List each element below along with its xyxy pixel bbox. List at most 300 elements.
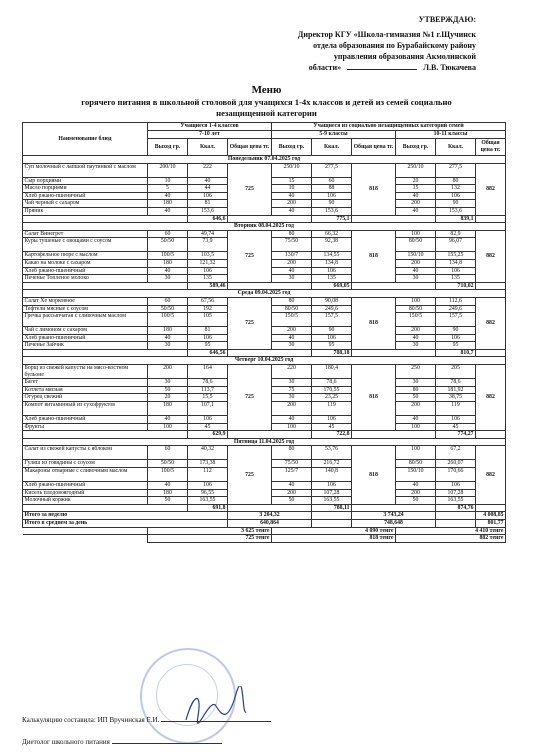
col-header: Общая цена тг. (352, 139, 396, 156)
total-value: 640,864 (228, 519, 312, 527)
portion-kcal: 106 (312, 416, 352, 424)
portion-out: 80 (272, 446, 312, 460)
approval-heading: УТВЕРЖДАЮ: (418, 15, 476, 24)
avg-total-row (23, 519, 506, 527)
col-header: Общая цена тг. (476, 139, 506, 156)
portion-out: 200 (272, 259, 312, 267)
day-total-kcal: 839,1 (436, 215, 476, 223)
portion-out: 80 (272, 230, 312, 238)
day-price: 818 (352, 297, 396, 349)
portion-kcal: 107,28 (312, 489, 352, 497)
portion-out: 60 (148, 446, 188, 460)
day-total-kcal: 874,76 (436, 504, 476, 512)
approval-line: Директор КГУ «Школа-гимназия №1 г.Щучинск (297, 30, 476, 39)
portion-out: 200 (272, 489, 312, 497)
portion-kcal: 135 (188, 275, 228, 283)
portion-out: 200/10 (148, 163, 188, 177)
age-header: 7-10 лет (148, 131, 272, 139)
portion-kcal: 170,66 (436, 468, 476, 482)
portion-kcal: 92,38 (312, 238, 352, 252)
dish-name: Чай с лимоном с сахаром (23, 327, 148, 335)
portion-out: 40 (148, 267, 188, 275)
day-title: Среда 09.04.2025 год (23, 290, 506, 298)
portion-kcal: 163,55 (312, 497, 352, 505)
portion-out: 40 (396, 416, 436, 424)
dish-name: Хлеб ржано-пшеничный (23, 482, 148, 490)
portion-out: 100/5 (148, 252, 188, 260)
portion-kcal: 90 (436, 200, 476, 208)
portion-kcal: 96,55 (188, 489, 228, 497)
day-price: 818 (352, 230, 396, 282)
portion-out: 30 (148, 275, 188, 283)
price-value: 725 тенге (148, 535, 272, 543)
portion-kcal: 216,72 (312, 460, 352, 468)
director-name: Л.В. Тюкачева (423, 63, 476, 72)
portion-out: 40 (272, 416, 312, 424)
day-price: 725 (228, 365, 272, 431)
portion-kcal: 95 (436, 342, 476, 350)
portion-kcal: 181,92 (436, 386, 476, 394)
dish-name: Куры тушеные с овощами с соусом (23, 238, 148, 252)
portion-kcal: 45 (188, 423, 228, 431)
approval-line (240, 62, 476, 73)
day-total-row (23, 282, 506, 290)
age-header: 5-9 классы (272, 131, 396, 139)
portion-out: 100 (396, 446, 436, 460)
day-total-kcal: 629,9 (188, 431, 228, 439)
portion-out: 100 (396, 423, 436, 431)
portion-kcal: 106 (436, 334, 476, 342)
portion-out: 30 (272, 275, 312, 283)
portion-out: 40 (272, 192, 312, 200)
portion-out: 40 (272, 267, 312, 275)
portion-kcal: 107,1 (188, 402, 228, 416)
price-value: 4 410 тенге (396, 527, 506, 535)
portion-kcal: 80 (436, 177, 476, 185)
day-price: 882 (476, 163, 506, 215)
portion-kcal: 67,56 (188, 297, 228, 305)
portion-kcal: 112,6 (436, 297, 476, 305)
day-price: 725 (228, 446, 272, 504)
dish-name: Сыр порциями (23, 177, 148, 185)
portion-kcal: 170,55 (312, 386, 352, 394)
portion-kcal: 277,5 (436, 163, 476, 177)
portion-out: 180 (148, 259, 188, 267)
col-header: Выход гр. (396, 139, 436, 156)
footer-dietitian (22, 738, 222, 746)
portion-out: 200 (272, 402, 312, 416)
day-title: Четверг 10.04.2025 год (23, 357, 506, 365)
portion-out: 15 (272, 177, 312, 185)
portion-kcal: 134,55 (312, 252, 352, 260)
dish-name: Тефтели мясные с соусом (23, 305, 148, 313)
approval-block (240, 14, 476, 73)
price-value: 4 090 тенге (272, 527, 396, 535)
portion-out: 80/50 (396, 460, 436, 468)
portion-out: 150/10 (396, 252, 436, 260)
day-price: 725 (228, 230, 272, 282)
footer-dietitian-text: Диетолог школьного питания (22, 738, 110, 746)
portion-kcal: 106 (436, 416, 476, 424)
approval-line: управления образования Акмолинской (333, 52, 476, 61)
day-price: 818 (352, 365, 396, 431)
portion-out: 250 (396, 365, 436, 379)
portion-kcal: 249,6 (312, 305, 352, 313)
portion-out: 200 (396, 402, 436, 416)
portion-kcal: 78,6 (188, 379, 228, 387)
portion-kcal: 153,6 (436, 207, 476, 215)
dish-name: Борщ из свежей капусты на мясо-костном бульоне (23, 365, 148, 379)
table-row (23, 230, 506, 238)
portion-kcal: 106 (312, 482, 352, 490)
day-title: Вторник 08.04.2025 год (23, 223, 506, 231)
portion-out: 200 (272, 200, 312, 208)
portion-kcal: 135 (312, 275, 352, 283)
portion-out: 40 (396, 482, 436, 490)
portion-kcal: 249,6 (436, 305, 476, 313)
menu-subtitle: незащищенной категории (216, 108, 317, 118)
portion-kcal: 157,5 (312, 313, 352, 327)
portion-kcal: 96,07 (436, 238, 476, 252)
portion-kcal: 23,25 (312, 394, 352, 402)
menu-table (22, 122, 506, 543)
portion-kcal: 132 (436, 185, 476, 193)
portion-kcal: 106 (436, 267, 476, 275)
menu-subtitle: горячего питания в школьной столовой для учащихся 1-4х классов и детей из семей социально (81, 97, 452, 107)
portion-out: 30 (272, 394, 312, 402)
table-row (23, 297, 506, 305)
signature-line (161, 721, 271, 722)
portion-kcal: 88 (312, 185, 352, 193)
portion-kcal: 105 (188, 313, 228, 327)
portion-kcal: 163,55 (188, 497, 228, 505)
portion-out: 40 (272, 334, 312, 342)
portion-kcal: 153,6 (312, 207, 352, 215)
group-header: Учащиеся из социально незащищенных категорий семей (272, 123, 506, 131)
portion-out: 50 (148, 497, 188, 505)
portion-out: 80/50 (396, 305, 436, 313)
portion-out: 40 (148, 192, 188, 200)
portion-out: 100 (396, 230, 436, 238)
portion-kcal: 90 (312, 327, 352, 335)
portion-kcal: 95 (312, 342, 352, 350)
total-value: 3 743,24 (352, 512, 436, 520)
portion-out: 80 (396, 386, 436, 394)
day-title: Пятница 11.04.2025 год (23, 438, 506, 446)
portion-out: 40 (396, 192, 436, 200)
portion-out: 200 (396, 200, 436, 208)
day-total-row (23, 431, 506, 439)
portion-kcal: 78,6 (312, 379, 352, 387)
table-row (23, 365, 506, 379)
portion-kcal: 95 (188, 342, 228, 350)
portion-out: 180 (148, 200, 188, 208)
portion-out: 10 (148, 177, 188, 185)
dish-name: Масло порциями (23, 185, 148, 193)
dish-name: Хлеб ржано-пшеничный (23, 267, 148, 275)
portion-out: 75 (272, 386, 312, 394)
portion-out: 150/5 (396, 313, 436, 327)
portion-kcal: 106 (188, 334, 228, 342)
day-total-kcal: 646,56 (188, 349, 228, 357)
portion-kcal: 135 (436, 275, 476, 283)
portion-kcal: 192 (188, 305, 228, 313)
portion-out: 150/5 (272, 313, 312, 327)
portion-kcal: 106 (312, 192, 352, 200)
dish-name: Какао на молоке с сахаром (23, 259, 148, 267)
table-row (23, 446, 506, 460)
age-header: 10-11 классы (396, 131, 506, 139)
portion-out: 200 (148, 365, 188, 379)
week-total-row (23, 512, 506, 520)
dish-name: Салат Хе морковное (23, 297, 148, 305)
dish-name: Салат Винегрет (23, 230, 148, 238)
day-total-kcal: 774,27 (436, 431, 476, 439)
portion-kcal: 82,9 (436, 230, 476, 238)
col-header: Выход гр. (148, 139, 188, 156)
portion-out: 75/50 (272, 460, 312, 468)
day-total-kcal: 710,02 (436, 282, 476, 290)
group-header: Учащиеся 1-4 классов (148, 123, 272, 131)
dish-name: Кисель плодовоягодный (23, 489, 148, 497)
portion-kcal: 107,28 (436, 489, 476, 497)
portion-kcal: 60 (312, 177, 352, 185)
price-value: 818 тенге (272, 535, 396, 543)
portion-out: 30 (396, 275, 436, 283)
portion-kcal: 180,4 (312, 365, 352, 379)
approval-region: области» (308, 63, 342, 72)
day-price: 725 (228, 297, 272, 349)
dish-name: Хлеб ржано-пшеничный (23, 416, 148, 424)
dish-name: Макароны отварные с сливочным маслом (23, 468, 148, 482)
portion-out: 100 (272, 423, 312, 431)
portion-out: 40 (148, 416, 188, 424)
portion-kcal: 119 (312, 402, 352, 416)
day-price: 818 (352, 163, 396, 215)
day-price: 818 (352, 446, 396, 504)
portion-out: 200 (396, 489, 436, 497)
portion-kcal: 153,6 (188, 207, 228, 215)
portion-kcal: 260,07 (436, 460, 476, 468)
dish-name: Гречка рассыпчатая с сливочным маслом (23, 313, 148, 327)
portion-kcal: 113,7 (188, 386, 228, 394)
portion-out: 150/10 (396, 468, 436, 482)
dish-name: Хлеб ржано-пшеничный (23, 192, 148, 200)
footer-calculation (22, 716, 271, 724)
portion-out: 20 (148, 394, 188, 402)
day-total-row (23, 215, 506, 223)
portion-out: 40 (148, 207, 188, 215)
portion-out: 40 (272, 207, 312, 215)
portion-out: 40 (272, 482, 312, 490)
portion-out: 100 (148, 423, 188, 431)
portion-kcal: 222 (188, 163, 228, 177)
portion-kcal: 121,32 (188, 259, 228, 267)
day-total-kcal: 810,7 (436, 349, 476, 357)
dish-name: Гуляш из говядины с соусом (23, 460, 148, 468)
portion-kcal: 106 (188, 192, 228, 200)
portion-out: 130/7 (272, 252, 312, 260)
col-header: Выход гр. (272, 139, 312, 156)
total-value: 801,77 (476, 519, 506, 527)
dish-name: Компот витаминный из сухофруктов (23, 402, 148, 416)
portion-out: 30 (272, 379, 312, 387)
portion-out: 250/10 (272, 163, 312, 177)
portion-out: 125/7 (272, 468, 312, 482)
portion-kcal: 157,5 (436, 313, 476, 327)
table-row (23, 163, 506, 177)
week-price-row (23, 527, 506, 535)
menu-title: Меню (251, 84, 282, 96)
portion-out: 50 (396, 497, 436, 505)
approval-line: отдела образования по Бурабайскому району (313, 41, 476, 50)
dish-name: Суп молочный с лапшой паутинкой с маслом (23, 163, 148, 177)
dish-name: Пряник (23, 207, 148, 215)
day-total-row (23, 504, 506, 512)
signature-line (112, 743, 222, 744)
portion-out: 40 (396, 207, 436, 215)
portion-out: 20 (396, 177, 436, 185)
portion-kcal: 44 (188, 185, 228, 193)
dish-name: Молочный коржик (23, 497, 148, 505)
day-price: 882 (476, 446, 506, 504)
portion-out: 80/50 (396, 238, 436, 252)
col-header: Ккал. (436, 139, 476, 156)
col-header: Ккал. (188, 139, 228, 156)
portion-kcal: 15,5 (188, 394, 228, 402)
day-total-kcal: 788,18 (312, 349, 352, 357)
dish-name: Фрукты (23, 423, 148, 431)
dish-name: Чай черный с сахаром (23, 200, 148, 208)
dish-name: Печенье Зайчик (23, 342, 148, 350)
portion-out: 30 (396, 379, 436, 387)
portion-out: 200 (272, 327, 312, 335)
footer-calculation-text: Калькуляцию составила: ИП Вручинская Е.И. (22, 716, 160, 724)
portion-kcal: 134,8 (312, 259, 352, 267)
portion-kcal: 173,38 (188, 460, 228, 468)
col-header: Ккал. (312, 139, 352, 156)
portion-out: 220 (272, 365, 312, 379)
portion-kcal: 205 (436, 365, 476, 379)
portion-out: 200 (396, 259, 436, 267)
portion-kcal: 53,76 (312, 446, 352, 460)
portion-kcal: 155,25 (436, 252, 476, 260)
portion-out: 80/50 (272, 305, 312, 313)
dish-name: Салат из свежей капусты с яблоком (23, 446, 148, 460)
portion-out: 30 (272, 342, 312, 350)
portion-out: 50 (396, 394, 436, 402)
portion-out: 75/50 (272, 238, 312, 252)
portion-kcal: 40,32 (188, 446, 228, 460)
day-total-kcal: 646,6 (188, 215, 228, 223)
portion-kcal: 78,6 (436, 379, 476, 387)
portion-out: 40 (396, 334, 436, 342)
portion-out: 10 (272, 185, 312, 193)
portion-kcal: 81 (188, 200, 228, 208)
portion-out: 30 (148, 379, 188, 387)
portion-kcal: 106 (436, 192, 476, 200)
total-value: 4 008,85 (476, 512, 506, 520)
portion-kcal: 40 (188, 177, 228, 185)
dish-name: Печенье Топленое молоко (23, 275, 148, 283)
portion-out: 5 (148, 185, 188, 193)
total-value: 748,648 (352, 519, 436, 527)
portion-kcal: 119 (436, 402, 476, 416)
portion-out: 180 (148, 327, 188, 335)
portion-out: 30 (148, 342, 188, 350)
day-price: 725 (228, 163, 272, 215)
price-value: 3 625 тенге (148, 527, 272, 535)
day-title: Понедельник 07.04.2025 год (23, 156, 506, 164)
col-dish-header: Наименование блюд (23, 123, 148, 156)
portion-kcal: 90 (312, 200, 352, 208)
price-value: 882 тенге (396, 535, 506, 543)
total-label: Итого за неделю (23, 512, 228, 520)
portion-kcal: 45 (436, 423, 476, 431)
portion-out: 60 (148, 297, 188, 305)
portion-kcal: 106 (312, 334, 352, 342)
dish-name: Картофельное пюре с маслом (23, 252, 148, 260)
portion-out: 100/5 (148, 468, 188, 482)
portion-out: 15 (396, 185, 436, 193)
dish-name: Огурец свежий (23, 394, 148, 402)
portion-kcal: 277,5 (312, 163, 352, 177)
portion-out: 80 (272, 297, 312, 305)
portion-out: 100/5 (148, 313, 188, 327)
portion-kcal: 49,74 (188, 230, 228, 238)
dish-name: Хлеб ржано-пшеничный (23, 334, 148, 342)
day-total-kcal: 775,1 (312, 215, 352, 223)
portion-out: 200 (396, 327, 436, 335)
portion-out: 40 (148, 334, 188, 342)
portion-kcal: 45 (312, 423, 352, 431)
portion-out: 30 (396, 342, 436, 350)
day-price: 882 (476, 365, 506, 431)
portion-kcal: 73,9 (188, 238, 228, 252)
portion-out: 50/50 (148, 238, 188, 252)
portion-kcal: 106 (188, 482, 228, 490)
portion-out: 60 (148, 230, 188, 238)
menu-body (23, 156, 506, 543)
portion-out: 100 (396, 297, 436, 305)
portion-out: 250/10 (396, 163, 436, 177)
portion-kcal: 103,5 (188, 252, 228, 260)
portion-kcal: 163,55 (436, 497, 476, 505)
day-price: 882 (476, 297, 506, 349)
portion-out: 50/50 (148, 460, 188, 468)
day-total-row (23, 349, 506, 357)
day-total-kcal: 589,46 (188, 282, 228, 290)
dish-name: Котлета мясная (23, 386, 148, 394)
portion-out: 50 (272, 497, 312, 505)
portion-kcal: 106 (188, 267, 228, 275)
portion-kcal: 106 (188, 416, 228, 424)
col-header: Общая цена тг. (228, 139, 272, 156)
portion-out: 50/50 (148, 305, 188, 313)
portion-out: 50 (148, 386, 188, 394)
day-total-kcal: 669,05 (312, 282, 352, 290)
portion-kcal: 106 (436, 482, 476, 490)
portion-kcal: 67,2 (436, 446, 476, 460)
total-label: Итого в среднем за день (23, 519, 228, 527)
day-total-kcal: 788,11 (312, 504, 352, 512)
dish-name: Багет (23, 379, 148, 387)
day-price: 882 (476, 230, 506, 282)
day-price-row (23, 535, 506, 543)
portion-kcal: 81 (188, 327, 228, 335)
portion-kcal: 66,32 (312, 230, 352, 238)
total-value: 3 204,32 (228, 512, 312, 520)
